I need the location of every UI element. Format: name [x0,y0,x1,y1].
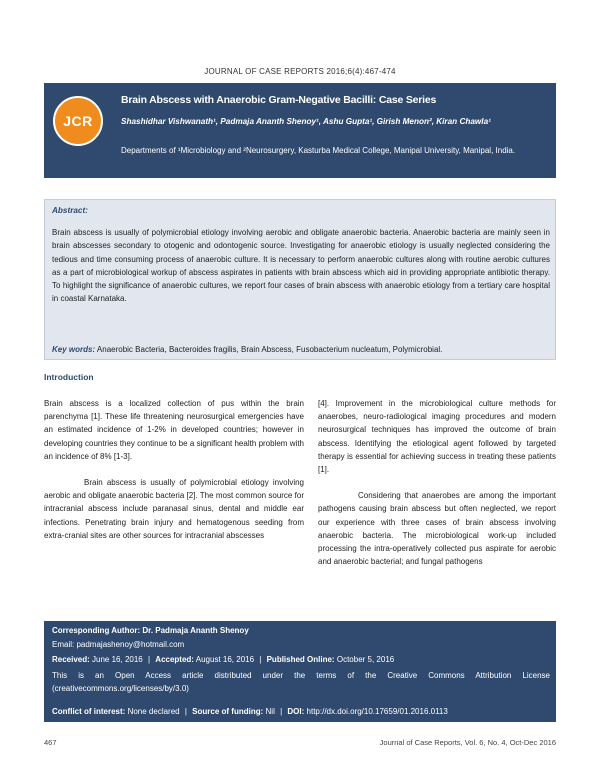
corresponding-author [52,626,550,635]
doi-label: DOI: [287,707,305,716]
abstract-heading: Abstract: [52,206,88,215]
corresponding-email[interactable]: Email: padmajashenoy@hotmail.com [52,640,185,649]
title-band [44,83,556,178]
correspondence-box [44,621,556,722]
paragraph: Brain abscess is a localized collection of pus within the brain parenchyma [1]. These life threatening neurosurgical emergencies have an estimated incidence of 1-2% in developed countries; however in developing countries they continue to be a significant health problem with an incidence of 8% [1-3]. [44,399,304,461]
abstract-box [44,199,556,360]
page-number: 467 [44,738,57,747]
keywords-text: Anaerobic Bacteria, Bacteroides fragilis, Brain Abscess, Fusobacterium nucleatum, Polymicrobial. [96,345,443,354]
keywords-label: Key words: [52,345,96,354]
conflict-value: None declared [127,707,180,716]
body-column-right [318,397,556,568]
journal-logo: JCR [53,96,103,146]
paragraph: [4]. Improvement in the microbiological culture methods for anaerobes, neuro-radiological imaging procedures and modern neurosurgical techniques has improved the outcome of brain abscess. Identifying the etiological agent followed by targeted therapy is essential for achieving success in treating these patients [1]. [318,399,556,475]
abstract-text: Brain abscess is usually of polymicrobial etiology involving aerobic and obligate anaerobic bacteria. Anaerobic bacteria are mainly seen in brain abscesses secondary to otogenic and odontogenic source. Investigating for anaerobic etiology is usually neglected considering the tedious and time consuming process of anaerobic culture. It is necessary to perform anaerobic cultures along with routine aerobic cultures as a part of microbiological workup of abscess aspirates in patients with brain abscess which aid in providing appropriate antibiotic therapy. To highlight the significance of anaerobic cultures, we report four cases of brain abscess with anaerobic etiology from a tertiary care hospital in coastal Karnataka. [52,228,550,304]
body-column-left [44,397,304,542]
received-date: June 16, 2016 [92,655,143,664]
accepted-label: Accepted: [155,655,194,664]
published-date: October 5, 2016 [336,655,395,664]
received-label: Received: [52,655,90,664]
doi-link[interactable]: http://dx.doi.org/10.17659/01.2016.0113 [306,707,448,716]
license-text: This is an Open Access article distributed under the terms of the Creative Commons Attribution License (creativecommons.org/licenses/by/3.0) [52,671,550,693]
corresponding-name: Dr. Padmaja Ananth Shenoy [142,626,249,635]
journal-header: JOURNAL OF CASE REPORTS 2016;6(4):467-474 [204,67,396,76]
published-label: Published Online: [266,655,335,664]
footer-journal-info: Journal of Case Reports, Vol. 6, No. 4, Oct-Dec 2016 [379,738,556,747]
funding-value: Nil [265,707,275,716]
corresponding-label: Corresponding Author: [52,626,141,635]
paragraph: Brain abscess is usually of polymicrobial etiology involving aerobic and obligate anaerobic bacteria [2]. The most common source for intracranial abscess include paranasal sinus, dental and middle ear infections. Penetrating brain injury and hematogenous seeding from extra-cranial sites are other sources for intracranial abscesses [44,478,304,540]
keywords [52,345,552,354]
article-metadata: Conflict of interest: None declared | Source of funding: Nil | DOI: http://dx.doi.org/10.17659/01.2016.0113 [52,707,448,716]
paper-title: Brain Abscess with Anaerobic Gram-Negative Bacilli: Case Series [121,94,437,106]
introduction-heading: Introduction [44,372,94,382]
author-list: Shashidhar Vishwanath¹, Padmaja Ananth Shenoy¹, Ashu Gupta¹, Girish Menon², Kiran Chawla¹ [121,117,491,126]
conflict-label: Conflict of interest: [52,707,126,716]
paragraph: Considering that anaerobes are among the important pathogens causing brain abscess but often neglected, we report our experience with three cases of brain abscess involving anaerobic bacteria. The microbiological work-up included processing the intra-operatively collected pus aspirate for aerobic and anaerobic bacterial; and fungal pathogens [318,491,556,567]
article-dates: Received: June 16, 2016 | Accepted: August 16, 2016 | Published Online: October 5, 2016 [52,655,395,664]
funding-label: Source of funding: [192,707,264,716]
accepted-date: August 16, 2016 [195,655,255,664]
affiliation: Departments of ¹Microbiology and ²Neurosurgery, Kasturba Medical College, Manipal University, Manipal, India. [121,146,516,155]
